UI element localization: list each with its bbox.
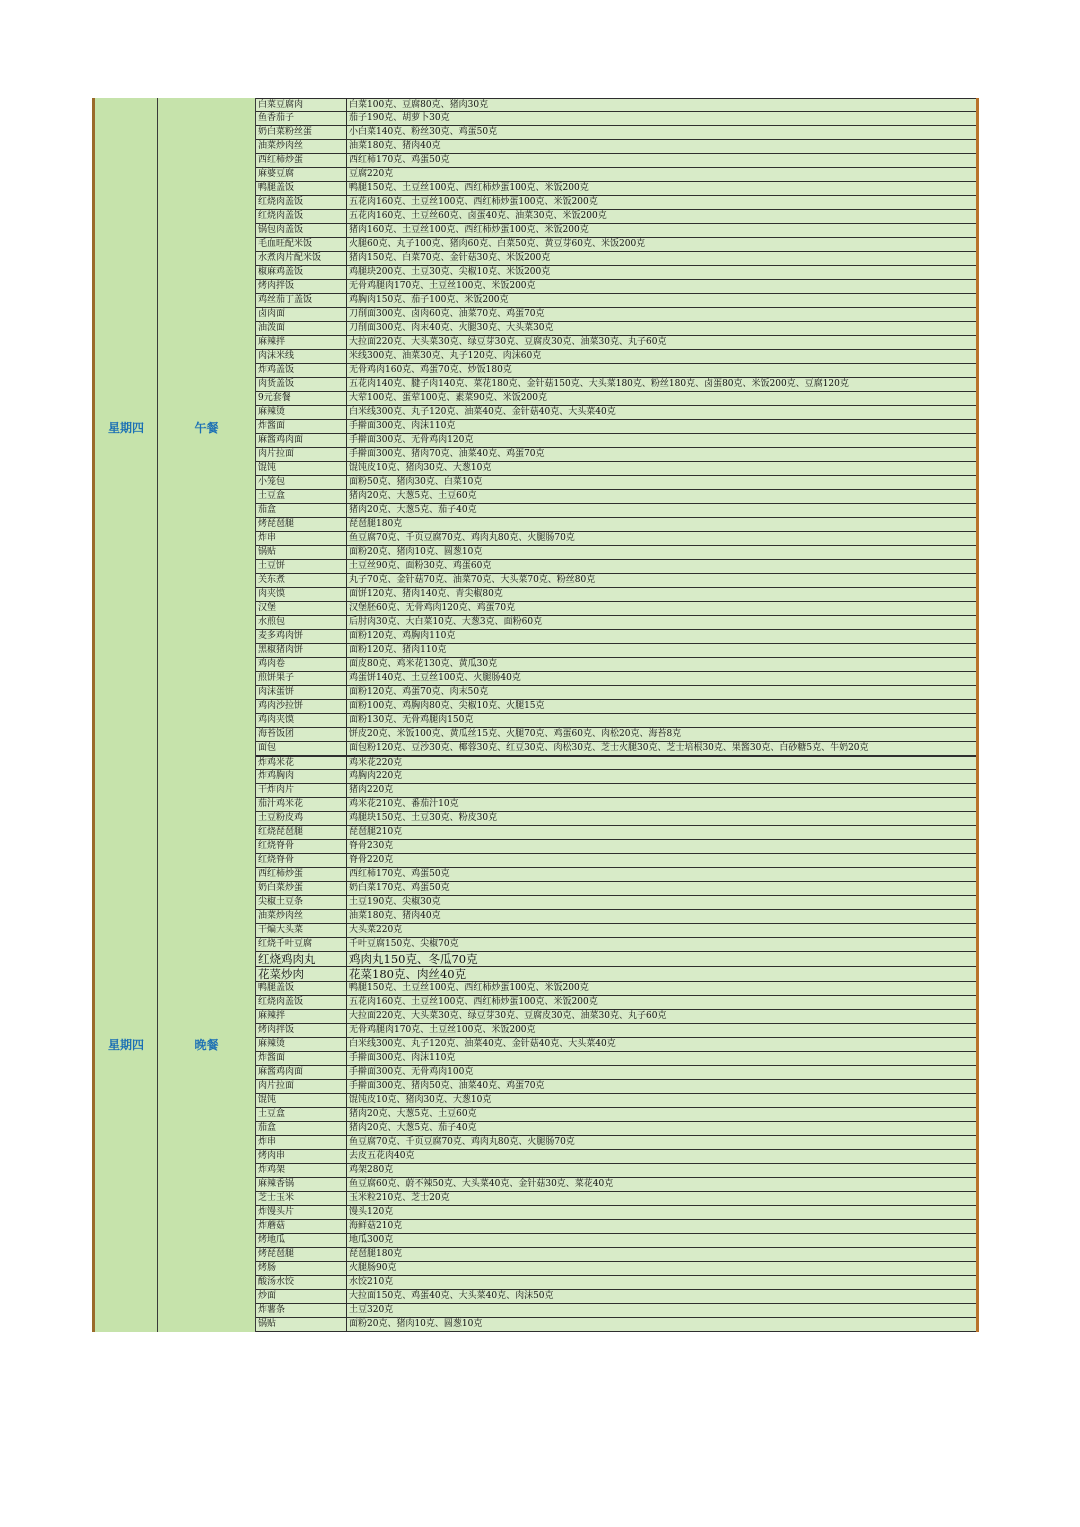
dish-ingredients: 猪肉20克、大葱5克、土豆60克 <box>349 491 477 501</box>
dish-name: 鸡肉沙拉饼 <box>256 700 347 713</box>
table-row <box>256 322 976 336</box>
table-row <box>256 910 976 924</box>
table-row <box>256 1206 976 1220</box>
dish-name: 西红柿炒蛋 <box>256 868 347 881</box>
dish-name: 馄饨 <box>256 462 347 475</box>
table-row <box>256 1220 976 1234</box>
dish-ingredients: 油菜180克、猪肉40克 <box>349 911 441 921</box>
dish-name: 麻辣香锅 <box>256 1178 347 1191</box>
dish-ingredients: 猪肉20克、大葱5克、土豆60克 <box>349 1109 477 1119</box>
table-row <box>256 210 976 224</box>
dish-ingredients: 土豆190克、尖椒30克 <box>349 897 441 907</box>
dish-ingredients: 鸡米花210克、番茄汁10克 <box>349 799 459 809</box>
table-row <box>256 238 976 252</box>
dish-name: 鸭腿盖饭 <box>256 982 347 995</box>
dish-name: 红烧肉盖饭 <box>256 210 347 223</box>
dish-ingredients: 面粉130克、无骨鸡腿肉150克 <box>349 715 474 725</box>
dish-ingredients: 豆腐220克 <box>349 169 394 179</box>
dish-name: 西红柿炒蛋 <box>256 154 347 167</box>
dish-ingredients: 鸡胸肉220克 <box>349 771 403 781</box>
dish-name: 烤肉串 <box>256 1150 347 1163</box>
dish-name: 烤琵琶腿 <box>256 1248 347 1261</box>
dish-ingredients: 手擀面300克、猪肉50克、油菜40克、鸡蛋70克 <box>349 1081 545 1091</box>
dish-ingredients: 猪肉150克、白菜70克、金针菇30克、米饭200克 <box>349 253 551 263</box>
dish-name: 炸鸡胸肉 <box>256 770 347 783</box>
dish-ingredients: 千叶豆腐150克、尖椒70克 <box>349 939 459 949</box>
dish-name: 麦多鸡肉饼 <box>256 630 347 643</box>
dish-name: 红烧千叶豆腐 <box>256 938 347 951</box>
table-row <box>256 476 976 490</box>
table-row <box>256 1304 976 1318</box>
table-row <box>256 308 976 322</box>
table-row <box>256 546 976 560</box>
dish-ingredients: 面粉120克、鸡蛋70克、肉末50克 <box>349 687 489 697</box>
day-label: 星期四 <box>95 756 158 1332</box>
table-row <box>256 826 976 840</box>
table-row <box>256 798 976 812</box>
table-row <box>256 938 976 952</box>
dish-ingredients: 鸡米花220克 <box>349 758 403 768</box>
meal-label: 晚餐 <box>158 756 256 1332</box>
dish-ingredients: 油菜180克、猪肉40克 <box>349 141 441 151</box>
table-row <box>256 896 976 910</box>
dish-ingredients: 猪肉160克、土豆丝100克、西红柿炒蛋100克、米饭200克 <box>349 225 589 235</box>
dish-name: 茄盒 <box>256 504 347 517</box>
table-row <box>256 1150 976 1164</box>
dish-ingredients: 面粉120克、猪肉110克 <box>349 645 447 655</box>
table-row <box>256 266 976 280</box>
dish-name: 炸鸡米花 <box>256 757 347 769</box>
dish-ingredients: 西红柿170克、鸡蛋50克 <box>349 155 450 165</box>
dish-ingredients: 五花肉160克、土豆丝60克、卤蛋40克、油菜30克、米饭200克 <box>349 211 607 221</box>
table-row <box>256 532 976 546</box>
dish-name: 面包 <box>256 742 347 755</box>
dish-ingredients: 饼皮20克、米饭100克、黄瓜丝15克、火腿70克、鸡蛋60克、肉松20克、海苔8克 <box>349 729 682 739</box>
dish-name: 红烧肉盖饭 <box>256 196 347 209</box>
table-row <box>256 252 976 266</box>
table-row <box>256 924 976 938</box>
dish-ingredients: 手擀面300克、猪肉70克、油菜40克、鸡蛋70克 <box>349 449 545 459</box>
dish-ingredients: 土豆320克 <box>349 1305 394 1315</box>
table-row <box>256 982 976 996</box>
table-row <box>256 1038 976 1052</box>
dish-name: 土豆盒 <box>256 1108 347 1121</box>
dish-name: 红烧琵琶腿 <box>256 826 347 839</box>
dish-name: 麻婆豆腐 <box>256 168 347 181</box>
dish-ingredients: 手擀面300克、肉沫110克 <box>349 421 456 431</box>
dish-ingredients: 奶白菜170克、鸡蛋50克 <box>349 883 450 893</box>
table-row <box>256 98 976 112</box>
dish-ingredients: 猪肉20克、大葱5克、茄子40克 <box>349 1123 477 1133</box>
dish-ingredients: 丸子70克、金针菇70克、油菜70克、大头菜70克、粉丝80克 <box>349 575 596 585</box>
meal-section <box>92 756 979 1332</box>
dish-name: 肉夹馍 <box>256 588 347 601</box>
table-row <box>256 1192 976 1206</box>
dish-ingredients: 鸡蛋饼140克、土豆丝100克、火腿肠40克 <box>349 673 521 683</box>
dish-name: 炸馒头片 <box>256 1206 347 1219</box>
dish-name: 关东煮 <box>256 574 347 587</box>
table-row <box>256 812 976 826</box>
dish-name: 麻酱鸡肉面 <box>256 434 347 447</box>
dish-ingredients: 大拉面220克、大头菜30克、绿豆芽30克、豆腐皮30克、油菜30克、丸子60克 <box>349 337 667 347</box>
table-row <box>256 574 976 588</box>
table-row <box>256 686 976 700</box>
table-row <box>256 112 976 126</box>
dish-name: 鱼香茄子 <box>256 112 347 125</box>
dish-name: 水煎包 <box>256 616 347 629</box>
dish-ingredients: 鱼豆腐70克、千页豆腐70克、鸡肉丸80克、火腿肠70克 <box>349 1137 575 1147</box>
dish-name: 油菜炒肉丝 <box>256 140 347 153</box>
dish-ingredients: 鸡腿块150克、土豆30克、粉皮30克 <box>349 813 498 823</box>
dish-name: 茄汁鸡米花 <box>256 798 347 811</box>
dish-name: 黑椒猪肉饼 <box>256 644 347 657</box>
dish-ingredients: 玉米粒210克、芝士20克 <box>349 1193 450 1203</box>
dish-name: 红烧脊骨 <box>256 840 347 853</box>
dish-ingredients: 刀削面300克、卤肉60克、油菜70克、鸡蛋70克 <box>349 309 545 319</box>
dish-name: 炸串 <box>256 1136 347 1149</box>
dish-name: 炸鸡盖饭 <box>256 364 347 377</box>
dish-ingredients: 水饺210克 <box>349 1277 394 1287</box>
dish-ingredients: 刀削面300克、肉末40克、火腿30克、大头菜30克 <box>349 323 554 333</box>
dish-ingredients: 西红柿170克、鸡蛋50克 <box>349 869 450 879</box>
dish-name: 鸡肉夹馍 <box>256 714 347 727</box>
table-row <box>256 714 976 728</box>
dish-name: 油泼面 <box>256 322 347 335</box>
table-row <box>256 126 976 140</box>
dish-ingredients: 后肘肉30克、大白菜10克、大葱3克、面粉60克 <box>349 617 543 627</box>
dish-list <box>256 756 976 1332</box>
dish-ingredients: 火腿60克、丸子100克、猪肉60克、白菜50克、黄豆芽60克、米饭200克 <box>349 239 646 249</box>
dish-name: 酸汤水饺 <box>256 1276 347 1289</box>
table-row <box>256 1094 976 1108</box>
dish-name: 煎饼果子 <box>256 672 347 685</box>
table-row <box>256 784 976 798</box>
table-row <box>256 378 976 392</box>
table-row <box>256 672 976 686</box>
table-row <box>256 882 976 896</box>
dish-ingredients: 无骨鸡腿肉170克、土豆丝100克、米饭200克 <box>349 1025 536 1035</box>
table-row <box>256 952 976 967</box>
table-row <box>256 770 976 784</box>
dish-ingredients: 馄饨皮10克、猪肉30克、大葱10克 <box>349 463 492 473</box>
dish-ingredients: 五花肉160克、土豆丝100克、西红柿炒蛋100克、米饭200克 <box>349 997 598 1007</box>
dish-name: 奶白菜炒蛋 <box>256 882 347 895</box>
dish-ingredients: 面粉20克、猪肉10克、圆葱10克 <box>349 547 483 557</box>
dish-ingredients: 大头菜220克 <box>349 925 403 935</box>
dish-name: 毛血旺配米饭 <box>256 238 347 251</box>
dish-name: 烤琵琶腿 <box>256 518 347 531</box>
table-row <box>256 336 976 350</box>
dish-name: 烤肉拌饭 <box>256 1024 347 1037</box>
dish-ingredients: 面粉50克、猪肉30克、白菜10克 <box>349 477 483 487</box>
dish-name: 烤地瓜 <box>256 1234 347 1247</box>
dish-ingredients: 小白菜140克、粉丝30克、鸡蛋50克 <box>349 127 498 137</box>
dish-ingredients: 脊骨230克 <box>349 841 394 851</box>
table-row <box>256 996 976 1010</box>
dish-ingredients: 白菜100克、豆腐80克、猪肉30克 <box>349 100 489 110</box>
table-row <box>256 280 976 294</box>
dish-name: 奶白菜粉丝蛋 <box>256 126 347 139</box>
dish-name: 土豆盒 <box>256 490 347 503</box>
table-row <box>256 1164 976 1178</box>
table-row <box>256 518 976 532</box>
dish-ingredients: 脊骨220克 <box>349 855 394 865</box>
dish-ingredients: 大荤100克、蛋荤100克、素菜90克、米饭200克 <box>349 393 547 403</box>
dish-ingredients: 琵琶腿210克 <box>349 827 403 837</box>
dish-name: 红烧肉盖饭 <box>256 996 347 1009</box>
table-row <box>256 154 976 168</box>
table-row <box>256 392 976 406</box>
meal-section <box>92 98 979 756</box>
table-row <box>256 1108 976 1122</box>
dish-name: 麻辣拌 <box>256 336 347 349</box>
dish-ingredients: 猪肉220克 <box>349 785 394 795</box>
table-row <box>256 182 976 196</box>
dish-ingredients: 白米线300克、丸子120克、油菜40克、金针菇40克、大头菜40克 <box>349 407 616 417</box>
table-row <box>256 364 976 378</box>
dish-name: 炸串 <box>256 532 347 545</box>
dish-name: 茄盒 <box>256 1122 347 1135</box>
table-row <box>256 224 976 238</box>
dish-ingredients: 鸡肉丸150克、冬瓜70克 <box>349 952 478 966</box>
dish-name: 肉片拉面 <box>256 448 347 461</box>
dish-name: 干煸大头菜 <box>256 924 347 937</box>
dish-ingredients: 去皮五花肉40克 <box>349 1151 415 1161</box>
table-row <box>256 1052 976 1066</box>
dish-ingredients: 无骨鸡腿肉170克、土豆丝100克、米饭200克 <box>349 281 536 291</box>
table-row <box>256 742 976 756</box>
dish-ingredients: 大拉面150克、鸡蛋40克、大头菜40克、肉沫50克 <box>349 1291 554 1301</box>
table-row <box>256 756 976 770</box>
dish-ingredients: 手擀面300克、无骨鸡肉100克 <box>349 1067 474 1077</box>
dish-ingredients: 大拉面220克、大头菜30克、绿豆芽30克、豆腐皮30克、油菜30克、丸子60克 <box>349 1011 667 1021</box>
dish-name: 红烧鸡肉丸 <box>256 952 347 966</box>
dish-ingredients: 鸡腿块200克、土豆30克、尖椒10克、米饭200克 <box>349 267 551 277</box>
dish-ingredients: 土豆丝90克、面粉30克、鸡蛋60克 <box>349 561 492 571</box>
dish-name: 锅贴 <box>256 546 347 559</box>
table-row <box>256 406 976 420</box>
dish-name: 海苔饭团 <box>256 728 347 741</box>
table-row <box>256 448 976 462</box>
dish-name: 土豆粉皮鸡 <box>256 812 347 825</box>
dish-ingredients: 鸭腿150克、土豆丝100克、西红柿炒蛋100克、米饭200克 <box>349 183 589 193</box>
dish-ingredients: 手擀面300克、无骨鸡肉120克 <box>349 435 474 445</box>
table-row <box>256 1290 976 1304</box>
table-row <box>256 1080 976 1094</box>
dish-name: 小笼包 <box>256 476 347 489</box>
dish-name: 肉货盖饭 <box>256 378 347 391</box>
dish-ingredients: 琵琶腿180克 <box>349 519 403 529</box>
table-row <box>256 294 976 308</box>
dish-ingredients: 鱼豆腐70克、千页豆腐70克、鸡肉丸80克、火腿肠70克 <box>349 533 575 543</box>
table-row <box>256 602 976 616</box>
dish-ingredients: 面粉20克、猪肉10克、圆葱10克 <box>349 1319 483 1329</box>
table-row <box>256 420 976 434</box>
dish-ingredients: 面粉120克、鸡胸肉110克 <box>349 631 456 641</box>
table-row <box>256 1122 976 1136</box>
dish-ingredients: 火腿肠90克 <box>349 1263 397 1273</box>
table-row <box>256 490 976 504</box>
table-row <box>256 644 976 658</box>
dish-name: 麻辣拌 <box>256 1010 347 1023</box>
table-row <box>256 1276 976 1290</box>
table-row <box>256 1066 976 1080</box>
dish-ingredients: 猪肉20克、大葱5克、茄子40克 <box>349 505 477 515</box>
dish-name: 水煮肉片配米饭 <box>256 252 347 265</box>
dish-ingredients: 五花肉160克、土豆丝100克、西红柿炒蛋100克、米饭200克 <box>349 197 598 207</box>
dish-ingredients: 海鲜菇210克 <box>349 1221 403 1231</box>
table-row <box>256 840 976 854</box>
dish-ingredients: 面饼120克、猪肉140克、青尖椒80克 <box>349 589 503 599</box>
table-row <box>256 434 976 448</box>
dish-name: 卤肉面 <box>256 308 347 321</box>
dish-name: 炸酱面 <box>256 1052 347 1065</box>
table-row <box>256 616 976 630</box>
dish-list <box>256 98 976 756</box>
dish-ingredients: 白米线300克、丸子120克、油菜40克、金针菇40克、大头菜40克 <box>349 1039 616 1049</box>
dish-ingredients: 馄饨皮10克、猪肉30克、大葱10克 <box>349 1095 492 1105</box>
table-row <box>256 700 976 714</box>
table-row <box>256 168 976 182</box>
table-row <box>256 1262 976 1276</box>
table-row <box>256 868 976 882</box>
dish-name: 鸭腿盖饭 <box>256 182 347 195</box>
table-row <box>256 1178 976 1192</box>
dish-ingredients: 鸭腿150克、土豆丝100克、西红柿炒蛋100克、米饭200克 <box>349 983 589 993</box>
dish-name: 干炸肉片 <box>256 784 347 797</box>
dish-name: 炸薯条 <box>256 1304 347 1317</box>
dish-name: 炸鸡架 <box>256 1164 347 1177</box>
dish-name: 汉堡 <box>256 602 347 615</box>
table-row <box>256 854 976 868</box>
dish-ingredients: 鱼豆腐60克、蔚不辣50克、大头菜40克、金针菇30克、菜花40克 <box>349 1179 614 1189</box>
table-row <box>256 1318 976 1332</box>
table-row <box>256 1010 976 1024</box>
dish-ingredients: 花菜180克、肉丝40克 <box>349 967 467 981</box>
dish-ingredients: 鸡架280克 <box>349 1165 394 1175</box>
dish-name: 馄饨 <box>256 1094 347 1107</box>
dish-name: 肉沫米线 <box>256 350 347 363</box>
table-row <box>256 196 976 210</box>
dish-name: 芝士玉米 <box>256 1192 347 1205</box>
dish-ingredients: 无骨鸡肉160克、鸡蛋70克、炒饭180克 <box>349 365 512 375</box>
dish-ingredients: 手擀面300克、肉沫110克 <box>349 1053 456 1063</box>
dish-ingredients: 汉堡胚60克、无骨鸡肉120克、鸡蛋70克 <box>349 603 516 613</box>
dish-ingredients: 鸡胸肉150克、茄子100克、米饭200克 <box>349 295 509 305</box>
dish-name: 烤肠 <box>256 1262 347 1275</box>
dish-name: 麻辣烫 <box>256 406 347 419</box>
table-row <box>256 560 976 574</box>
day-label: 星期四 <box>95 98 158 756</box>
table-row <box>256 728 976 742</box>
table-row <box>256 658 976 672</box>
dish-name: 锅包肉盖饭 <box>256 224 347 237</box>
dish-name: 锅贴 <box>256 1318 347 1331</box>
dish-ingredients: 面粉100克、鸡胸肉80克、尖椒10克、火腿15克 <box>349 701 545 711</box>
dish-name: 炸酱面 <box>256 420 347 433</box>
table-row <box>256 1024 976 1038</box>
dish-name: 炒面 <box>256 1290 347 1303</box>
dish-ingredients: 面包粉120克、豆沙30克、椰蓉30克、红豆30克、肉松30克、芝士火腿30克、芝士培根30克、果酱30克、白砂糖5克、牛奶20克 <box>349 743 869 753</box>
dish-ingredients: 地瓜300克 <box>349 1235 394 1245</box>
table-row <box>256 462 976 476</box>
dish-ingredients: 面皮80克、鸡米花130克、黄瓜30克 <box>349 659 498 669</box>
table-row <box>256 1136 976 1150</box>
dish-name: 尖椒土豆条 <box>256 896 347 909</box>
dish-name: 土豆饼 <box>256 560 347 573</box>
meal-label: 午餐 <box>158 98 256 756</box>
table-row <box>256 350 976 364</box>
dish-name: 椒麻鸡盖饭 <box>256 266 347 279</box>
dish-name: 花菜炒肉 <box>256 967 347 981</box>
dish-ingredients: 茄子190克、胡萝卜30克 <box>349 113 450 123</box>
table-row <box>256 588 976 602</box>
table-row <box>256 504 976 518</box>
table-row <box>256 140 976 154</box>
table-row <box>256 630 976 644</box>
dish-ingredients: 琵琶腿180克 <box>349 1249 403 1259</box>
dish-ingredients: 米线300克、油菜30克、丸子120克、肉沫60克 <box>349 351 542 361</box>
dish-name: 鸡肉卷 <box>256 658 347 671</box>
table-row <box>256 967 976 982</box>
dish-name: 鸡丝茄丁盖饭 <box>256 294 347 307</box>
dish-name: 炸蘑菇 <box>256 1220 347 1233</box>
dish-name: 麻辣烫 <box>256 1038 347 1051</box>
table-row <box>256 1248 976 1262</box>
dish-name: 白菜豆腐肉 <box>256 99 347 111</box>
dish-ingredients: 五花肉140克、腱子肉140克、菜花180克、金针菇150克、大头菜180克、粉丝180克、卤蛋80克、米饭200克、豆腐120克 <box>349 379 849 389</box>
dish-name: 麻酱鸡肉面 <box>256 1066 347 1079</box>
dish-name: 肉沫蛋饼 <box>256 686 347 699</box>
dish-name: 红烧脊骨 <box>256 854 347 867</box>
dish-name: 9元套餐 <box>256 392 347 405</box>
dish-name: 烤肉拌饭 <box>256 280 347 293</box>
dish-ingredients: 馒头120克 <box>349 1207 394 1217</box>
table-row <box>256 1234 976 1248</box>
menu-sheet <box>92 98 979 1332</box>
dish-name: 油菜炒肉丝 <box>256 910 347 923</box>
dish-name: 肉片拉面 <box>256 1080 347 1093</box>
